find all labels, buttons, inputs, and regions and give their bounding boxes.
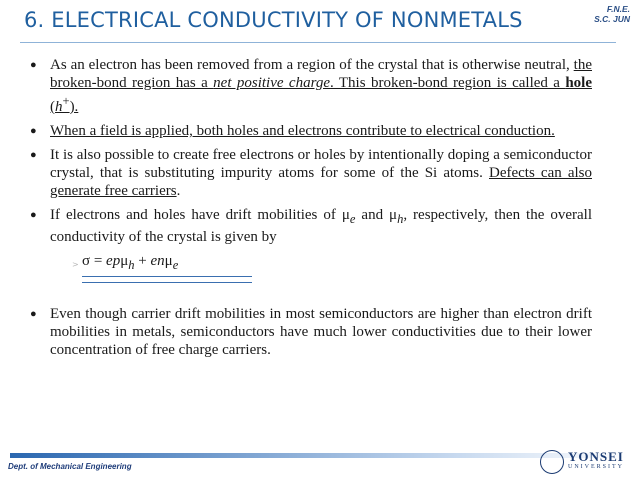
bullet-text: Even though carrier drift mobilities in most semiconductors are higher than electron drift mobilities in metals, semiconductors have much lower conductivities due to their lower concentration of free charge carriers. (50, 306, 592, 358)
bullet-text: If electrons and holes have drift mobilities of μ (50, 207, 350, 223)
bullet-doping (30, 146, 592, 200)
emphasis-text: net positive charge (213, 75, 331, 91)
underlined-text: Defects can also generate free carriers (50, 165, 592, 199)
formula-plus: + (134, 253, 151, 269)
bullet-text: and μ (355, 207, 398, 223)
bullet-text: It is also possible to create free electrons or holes by intentionally doping a semiconductor crystal, that is substituting impurity atoms for some of the Si atoms. (50, 147, 592, 181)
underlined-text-part: ( (50, 99, 55, 115)
conductivity-formula (72, 252, 252, 283)
bullet-field-conduction (30, 122, 592, 140)
bullet-mobility-comparison (30, 305, 592, 359)
bullet-text: As an electron has been removed from a region of the crystal that is otherwise neutral, (50, 57, 574, 73)
department-label: Dept. of Mechanical Engineering (8, 462, 132, 471)
bullet-text: , respectively, then the overall conductivity of the crystal is given by (50, 207, 592, 245)
bullet-text: . (176, 183, 181, 199)
underlined-text: When a field is applied, both holes and electrons contribute to electrical conduction. (50, 123, 555, 139)
formula-ep: ep (106, 253, 121, 269)
formula-en: en (150, 253, 165, 269)
slide-body (30, 56, 592, 365)
formula-subscript-e: e (172, 258, 179, 272)
subscript-h: h (397, 212, 404, 226)
formula-mu: μ (164, 253, 173, 269)
bullet-hole-definition (30, 56, 592, 116)
author-tag-line1: F.N.E. (606, 4, 630, 14)
university-seal-icon (540, 450, 564, 474)
logo-subtitle: UNIVERSITY (568, 464, 624, 470)
underlined-text-part: . This broken-bond region is called a (330, 75, 566, 91)
logo-wordmark (568, 449, 624, 472)
spacer (30, 285, 592, 305)
footer-bar (10, 453, 628, 458)
logo-name: YONSEI (568, 449, 624, 464)
formula-text (82, 252, 252, 274)
formula-double-underline (82, 276, 252, 283)
author-tag-line2: S.C. JUN (594, 14, 630, 24)
underlined-text-part: the broken-bond region has a (50, 57, 592, 91)
author-tag (594, 4, 630, 24)
university-logo (540, 450, 624, 474)
underlined-text-part: ). (69, 99, 79, 115)
formula-mu: μ (120, 253, 129, 269)
bullet-mobility (30, 206, 592, 246)
formula-lhs: σ = (82, 253, 107, 269)
title-divider (20, 42, 616, 43)
bold-term: hole (565, 75, 592, 91)
hole-symbol: h (55, 99, 63, 115)
charge-superscript: + (62, 94, 70, 108)
slide-title: 6. ELECTRICAL CONDUCTIVITY OF NONMETALS (24, 8, 523, 32)
formula-subscript-h: h (128, 258, 135, 272)
arrow-icon: > (72, 260, 79, 269)
subscript-e: e (349, 212, 356, 226)
